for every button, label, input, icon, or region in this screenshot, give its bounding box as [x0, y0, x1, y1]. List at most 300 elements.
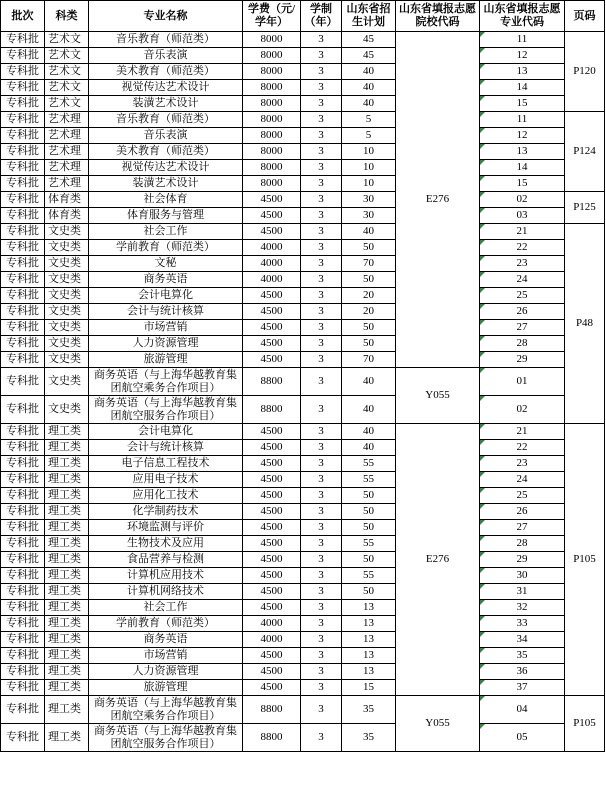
cell-duration: 3	[301, 488, 342, 504]
cell-fee: 4500	[243, 552, 301, 568]
cell-batch: 专科批	[1, 320, 45, 336]
cell-major: 市场营销	[89, 320, 243, 336]
cell-category: 文史类	[45, 336, 89, 352]
cell-plan: 45	[342, 48, 396, 64]
cell-batch: 专科批	[1, 224, 45, 240]
cell-batch: 专科批	[1, 680, 45, 696]
table-row	[1, 64, 605, 80]
cell-category: 文史类	[45, 368, 89, 396]
cell-major: 美术教育（师范类）	[89, 144, 243, 160]
cell-fee: 8800	[243, 368, 301, 396]
cell-plan: 13	[342, 648, 396, 664]
cell-plan: 50	[342, 552, 396, 568]
table-row	[1, 568, 605, 584]
cell-major-code: 11	[480, 32, 565, 48]
cell-major-code: 24	[480, 472, 565, 488]
cell-category: 理工类	[45, 520, 89, 536]
cell-category: 体育类	[45, 208, 89, 224]
cell-page: P120	[565, 32, 605, 112]
cell-plan: 5	[342, 112, 396, 128]
cell-major-code: 05	[480, 724, 565, 752]
cell-fee: 4500	[243, 208, 301, 224]
cell-batch: 专科批	[1, 32, 45, 48]
cell-duration: 3	[301, 552, 342, 568]
cell-category: 理工类	[45, 616, 89, 632]
cell-duration: 3	[301, 352, 342, 368]
cell-major-code: 03	[480, 208, 565, 224]
cell-batch: 专科批	[1, 240, 45, 256]
cell-fee: 4500	[243, 352, 301, 368]
cell-college-code: E276	[396, 424, 480, 696]
cell-major-code: 12	[480, 48, 565, 64]
cell-major: 计算机应用技术	[89, 568, 243, 584]
cell-plan: 70	[342, 256, 396, 272]
table-row	[1, 288, 605, 304]
cell-duration: 3	[301, 536, 342, 552]
cell-duration: 3	[301, 724, 342, 752]
cell-major-code: 01	[480, 368, 565, 396]
cell-major-code: 21	[480, 424, 565, 440]
cell-duration: 3	[301, 160, 342, 176]
cell-batch: 专科批	[1, 80, 45, 96]
cell-batch: 专科批	[1, 304, 45, 320]
cell-duration: 3	[301, 32, 342, 48]
table-row	[1, 616, 605, 632]
cell-duration: 3	[301, 240, 342, 256]
cell-major-code: 14	[480, 80, 565, 96]
cell-category: 文史类	[45, 272, 89, 288]
cell-plan: 50	[342, 504, 396, 520]
cell-batch: 专科批	[1, 192, 45, 208]
cell-batch: 专科批	[1, 472, 45, 488]
cell-duration: 3	[301, 568, 342, 584]
cell-duration: 3	[301, 320, 342, 336]
cell-plan: 13	[342, 632, 396, 648]
cell-category: 艺术理	[45, 144, 89, 160]
cell-fee: 4500	[243, 536, 301, 552]
cell-fee: 4500	[243, 336, 301, 352]
cell-plan: 45	[342, 32, 396, 48]
cell-batch: 专科批	[1, 440, 45, 456]
cell-plan: 15	[342, 680, 396, 696]
cell-duration: 3	[301, 440, 342, 456]
cell-category: 理工类	[45, 424, 89, 440]
cell-duration: 3	[301, 456, 342, 472]
cell-major-code: 02	[480, 192, 565, 208]
cell-plan: 40	[342, 396, 396, 424]
cell-category: 理工类	[45, 648, 89, 664]
cell-category: 文史类	[45, 320, 89, 336]
cell-plan: 55	[342, 568, 396, 584]
cell-batch: 专科批	[1, 352, 45, 368]
cell-fee: 4500	[243, 600, 301, 616]
cell-plan: 40	[342, 224, 396, 240]
cell-plan: 13	[342, 600, 396, 616]
cell-duration: 3	[301, 256, 342, 272]
cell-plan: 30	[342, 192, 396, 208]
cell-fee: 4500	[243, 288, 301, 304]
table-row	[1, 424, 605, 440]
table-row	[1, 472, 605, 488]
cell-plan: 35	[342, 724, 396, 752]
cell-major: 视觉传达艺术设计	[89, 80, 243, 96]
cell-fee: 8000	[243, 144, 301, 160]
cell-fee: 4000	[243, 616, 301, 632]
cell-plan: 40	[342, 368, 396, 396]
cell-duration: 3	[301, 680, 342, 696]
cell-major-code: 28	[480, 536, 565, 552]
cell-batch: 专科批	[1, 504, 45, 520]
header-plan: 山东省招生计划	[342, 1, 396, 32]
header-major: 专业名称	[89, 1, 243, 32]
table-row	[1, 96, 605, 112]
cell-page: P125	[565, 192, 605, 224]
table-body	[1, 32, 605, 752]
cell-major: 装潢艺术设计	[89, 176, 243, 192]
cell-duration: 3	[301, 288, 342, 304]
cell-major: 社会工作	[89, 224, 243, 240]
header-duration: 学制（年）	[301, 1, 342, 32]
cell-plan: 10	[342, 160, 396, 176]
table-row	[1, 336, 605, 352]
cell-major: 食品营养与检测	[89, 552, 243, 568]
cell-category: 艺术文	[45, 32, 89, 48]
table-row	[1, 664, 605, 680]
cell-duration: 3	[301, 696, 342, 724]
table-row	[1, 488, 605, 504]
cell-category: 理工类	[45, 440, 89, 456]
table-row	[1, 224, 605, 240]
table-row	[1, 304, 605, 320]
cell-duration: 3	[301, 192, 342, 208]
cell-category: 理工类	[45, 696, 89, 724]
table-row	[1, 504, 605, 520]
cell-fee: 4500	[243, 440, 301, 456]
cell-batch: 专科批	[1, 48, 45, 64]
cell-fee: 4500	[243, 456, 301, 472]
cell-major: 人力资源管理	[89, 664, 243, 680]
cell-plan: 35	[342, 696, 396, 724]
cell-major-code: 35	[480, 648, 565, 664]
cell-plan: 13	[342, 664, 396, 680]
cell-major: 商务英语（与上海华越教育集团航空服务合作项目）	[89, 724, 243, 752]
cell-major: 市场营销	[89, 648, 243, 664]
cell-major: 会计与统计核算	[89, 304, 243, 320]
cell-duration: 3	[301, 208, 342, 224]
cell-major-code: 15	[480, 176, 565, 192]
cell-duration: 3	[301, 504, 342, 520]
table-row	[1, 600, 605, 616]
cell-major: 学前教育（师范类）	[89, 616, 243, 632]
cell-plan: 50	[342, 272, 396, 288]
cell-major: 生物技术及应用	[89, 536, 243, 552]
cell-major-code: 28	[480, 336, 565, 352]
cell-fee: 4500	[243, 192, 301, 208]
cell-page: P105	[565, 696, 605, 752]
cell-major-code: 04	[480, 696, 565, 724]
cell-major: 商务英语（与上海华越教育集团航空服务合作项目）	[89, 396, 243, 424]
cell-category: 艺术文	[45, 96, 89, 112]
cell-batch: 专科批	[1, 584, 45, 600]
cell-plan: 30	[342, 208, 396, 224]
cell-category: 艺术文	[45, 80, 89, 96]
cell-batch: 专科批	[1, 128, 45, 144]
table-row	[1, 128, 605, 144]
cell-duration: 3	[301, 616, 342, 632]
cell-major-code: 36	[480, 664, 565, 680]
cell-major: 电子信息工程技术	[89, 456, 243, 472]
cell-duration: 3	[301, 424, 342, 440]
cell-fee: 4500	[243, 648, 301, 664]
cell-major: 商务英语（与上海华越教育集团航空乘务合作项目）	[89, 368, 243, 396]
cell-major: 会计与统计核算	[89, 440, 243, 456]
cell-category: 理工类	[45, 632, 89, 648]
cell-duration: 3	[301, 128, 342, 144]
cell-major: 音乐教育（师范类）	[89, 112, 243, 128]
cell-major: 旅游管理	[89, 680, 243, 696]
cell-batch: 专科批	[1, 272, 45, 288]
table-row	[1, 160, 605, 176]
cell-major-code: 33	[480, 616, 565, 632]
cell-fee: 4000	[243, 632, 301, 648]
cell-major: 视觉传达艺术设计	[89, 160, 243, 176]
cell-duration: 3	[301, 112, 342, 128]
table-row	[1, 724, 605, 752]
table-row	[1, 192, 605, 208]
cell-batch: 专科批	[1, 568, 45, 584]
cell-major-code: 25	[480, 488, 565, 504]
table-row	[1, 176, 605, 192]
cell-category: 文史类	[45, 224, 89, 240]
cell-major-code: 15	[480, 96, 565, 112]
cell-major: 装潢艺术设计	[89, 96, 243, 112]
cell-plan: 50	[342, 240, 396, 256]
cell-plan: 50	[342, 336, 396, 352]
cell-fee: 4500	[243, 472, 301, 488]
cell-major-code: 12	[480, 128, 565, 144]
cell-duration: 3	[301, 64, 342, 80]
cell-category: 理工类	[45, 724, 89, 752]
cell-batch: 专科批	[1, 696, 45, 724]
cell-major-code: 23	[480, 456, 565, 472]
cell-fee: 8000	[243, 96, 301, 112]
cell-fee: 4000	[243, 272, 301, 288]
cell-batch: 专科批	[1, 616, 45, 632]
cell-batch: 专科批	[1, 488, 45, 504]
cell-major: 学前教育（师范类）	[89, 240, 243, 256]
table-row	[1, 456, 605, 472]
cell-category: 文史类	[45, 304, 89, 320]
table-row	[1, 272, 605, 288]
cell-category: 艺术理	[45, 176, 89, 192]
cell-category: 文史类	[45, 352, 89, 368]
cell-major-code: 29	[480, 352, 565, 368]
table-row	[1, 256, 605, 272]
cell-major-code: 27	[480, 520, 565, 536]
cell-category: 文史类	[45, 396, 89, 424]
cell-major: 应用电子技术	[89, 472, 243, 488]
cell-fee: 8000	[243, 48, 301, 64]
cell-duration: 3	[301, 176, 342, 192]
cell-fee: 4500	[243, 224, 301, 240]
cell-plan: 13	[342, 616, 396, 632]
cell-duration: 3	[301, 336, 342, 352]
cell-plan: 40	[342, 440, 396, 456]
cell-category: 理工类	[45, 584, 89, 600]
cell-category: 理工类	[45, 504, 89, 520]
cell-fee: 4500	[243, 568, 301, 584]
cell-major: 环境监测与评价	[89, 520, 243, 536]
cell-batch: 专科批	[1, 632, 45, 648]
cell-major-code: 31	[480, 584, 565, 600]
cell-batch: 专科批	[1, 724, 45, 752]
cell-category: 文史类	[45, 240, 89, 256]
cell-fee: 4500	[243, 520, 301, 536]
cell-fee: 4500	[243, 664, 301, 680]
cell-duration: 3	[301, 648, 342, 664]
cell-batch: 专科批	[1, 288, 45, 304]
cell-fee: 8000	[243, 112, 301, 128]
cell-major-code: 14	[480, 160, 565, 176]
cell-duration: 3	[301, 48, 342, 64]
cell-fee: 8000	[243, 32, 301, 48]
cell-duration: 3	[301, 224, 342, 240]
cell-plan: 40	[342, 80, 396, 96]
table-row	[1, 144, 605, 160]
cell-duration: 3	[301, 396, 342, 424]
cell-college-code: Y055	[396, 368, 480, 424]
cell-batch: 专科批	[1, 424, 45, 440]
cell-fee: 4500	[243, 424, 301, 440]
cell-batch: 专科批	[1, 208, 45, 224]
header-college-code: 山东省填报志愿院校代码	[396, 1, 480, 32]
cell-category: 文史类	[45, 256, 89, 272]
table-row	[1, 440, 605, 456]
table-row	[1, 368, 605, 396]
cell-plan: 10	[342, 176, 396, 192]
cell-plan: 5	[342, 128, 396, 144]
table-row	[1, 396, 605, 424]
cell-fee: 4500	[243, 304, 301, 320]
cell-category: 理工类	[45, 568, 89, 584]
cell-major: 应用化工技术	[89, 488, 243, 504]
cell-batch: 专科批	[1, 176, 45, 192]
cell-plan: 40	[342, 424, 396, 440]
header-page: 页码	[565, 1, 605, 32]
cell-duration: 3	[301, 584, 342, 600]
cell-plan: 40	[342, 96, 396, 112]
cell-fee: 8000	[243, 128, 301, 144]
table-row	[1, 648, 605, 664]
table-row	[1, 240, 605, 256]
cell-major-code: 13	[480, 144, 565, 160]
table-row	[1, 584, 605, 600]
cell-category: 理工类	[45, 536, 89, 552]
cell-fee: 4500	[243, 488, 301, 504]
cell-batch: 专科批	[1, 648, 45, 664]
cell-category: 理工类	[45, 488, 89, 504]
cell-plan: 70	[342, 352, 396, 368]
table-row	[1, 208, 605, 224]
cell-duration: 3	[301, 520, 342, 536]
cell-major-code: 13	[480, 64, 565, 80]
cell-duration: 3	[301, 600, 342, 616]
table-row	[1, 520, 605, 536]
cell-major-code: 24	[480, 272, 565, 288]
table-row	[1, 320, 605, 336]
cell-batch: 专科批	[1, 336, 45, 352]
cell-category: 理工类	[45, 552, 89, 568]
cell-category: 理工类	[45, 680, 89, 696]
cell-fee: 8800	[243, 696, 301, 724]
cell-major: 音乐教育（师范类）	[89, 32, 243, 48]
cell-duration: 3	[301, 632, 342, 648]
cell-major-code: 22	[480, 240, 565, 256]
cell-fee: 8800	[243, 396, 301, 424]
cell-fee: 4000	[243, 256, 301, 272]
cell-plan: 50	[342, 520, 396, 536]
cell-page: P124	[565, 112, 605, 192]
cell-major: 音乐表演	[89, 48, 243, 64]
cell-fee: 8000	[243, 80, 301, 96]
table-row	[1, 32, 605, 48]
cell-category: 理工类	[45, 456, 89, 472]
cell-category: 理工类	[45, 664, 89, 680]
cell-plan: 50	[342, 488, 396, 504]
cell-major-code: 25	[480, 288, 565, 304]
cell-major-code: 32	[480, 600, 565, 616]
cell-duration: 3	[301, 272, 342, 288]
cell-category: 艺术文	[45, 64, 89, 80]
cell-duration: 3	[301, 144, 342, 160]
table-row	[1, 536, 605, 552]
cell-major-code: 30	[480, 568, 565, 584]
cell-batch: 专科批	[1, 600, 45, 616]
cell-category: 文史类	[45, 288, 89, 304]
cell-plan: 20	[342, 288, 396, 304]
cell-plan: 55	[342, 472, 396, 488]
cell-major: 会计电算化	[89, 288, 243, 304]
cell-major: 商务英语（与上海华越教育集团航空乘务合作项目）	[89, 696, 243, 724]
header-row	[1, 1, 605, 32]
cell-major-code: 27	[480, 320, 565, 336]
cell-batch: 专科批	[1, 368, 45, 396]
cell-category: 艺术理	[45, 112, 89, 128]
cell-major-code: 26	[480, 304, 565, 320]
cell-major-code: 37	[480, 680, 565, 696]
cell-major-code: 02	[480, 396, 565, 424]
cell-duration: 3	[301, 80, 342, 96]
table-row	[1, 352, 605, 368]
header-category: 科类	[45, 1, 89, 32]
cell-category: 理工类	[45, 600, 89, 616]
cell-major: 旅游管理	[89, 352, 243, 368]
cell-major: 商务英语	[89, 632, 243, 648]
cell-major: 人力资源管理	[89, 336, 243, 352]
cell-college-code: Y055	[396, 696, 480, 752]
cell-major: 计算机网络技术	[89, 584, 243, 600]
cell-batch: 专科批	[1, 396, 45, 424]
cell-duration: 3	[301, 96, 342, 112]
cell-fee: 8800	[243, 724, 301, 752]
cell-major: 商务英语	[89, 272, 243, 288]
cell-major: 社会工作	[89, 600, 243, 616]
cell-fee: 8000	[243, 176, 301, 192]
cell-batch: 专科批	[1, 456, 45, 472]
cell-batch: 专科批	[1, 144, 45, 160]
cell-plan: 50	[342, 584, 396, 600]
table-row	[1, 112, 605, 128]
